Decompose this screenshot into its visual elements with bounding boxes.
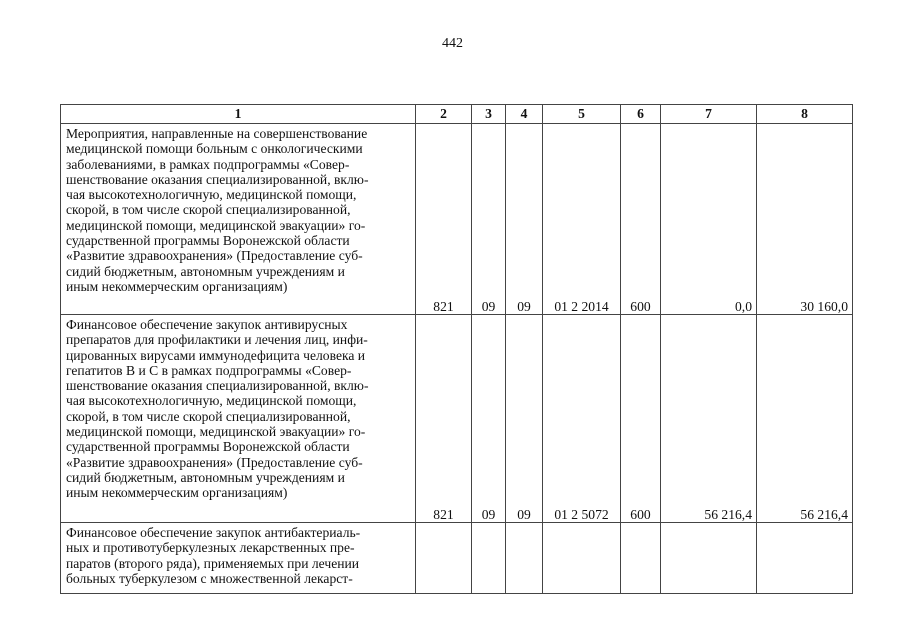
amount-2014-cell: 56 216,4	[661, 315, 757, 523]
description-line: гепатитов В и С в рамках подпрограммы «Совер-	[66, 362, 352, 378]
description-line: иным некоммерческим организациям)	[66, 278, 288, 294]
column-header-4: 4	[506, 105, 543, 124]
subsection-cell: 09	[506, 315, 543, 523]
amount-2015-cell: 56 216,4	[757, 315, 853, 523]
subsection-cell: 09	[506, 124, 543, 315]
description-line: сударственной программы Воронежской области	[66, 439, 350, 455]
column-header-2: 2	[416, 105, 472, 124]
gr-code-cell: 821	[416, 315, 472, 523]
description-cell	[61, 315, 416, 523]
description-line: сударственной программы Воронежской области	[66, 233, 350, 249]
description-cell	[61, 124, 416, 315]
table-row	[61, 523, 853, 594]
expense-type-cell	[621, 523, 661, 594]
description-line: Мероприятия, направленные на совершенствование	[66, 126, 368, 141]
column-header-6: 6	[621, 105, 661, 124]
description-line: чая высокотехнологичную, медицинской помощи,	[66, 187, 357, 203]
column-header-1: 1	[61, 105, 416, 124]
table-row	[61, 124, 853, 315]
description-line: паратов (второго ряда), применяемых при лечении	[66, 555, 360, 571]
header-row	[61, 105, 853, 124]
amount-2014-cell: 0,0	[661, 124, 757, 315]
description-line: скорой, в том числе скорой специализированной,	[66, 202, 351, 218]
expense-type-cell: 600	[621, 315, 661, 523]
amount-2014-cell	[661, 523, 757, 594]
description-line: ных и противотуберкулезных лекарственных пре-	[66, 540, 355, 556]
description-line: сидий бюджетным, автономным учреждениям и	[66, 263, 345, 279]
subsection-cell	[506, 523, 543, 594]
expense-type-cell: 600	[621, 124, 661, 315]
target-article-cell: 01 2 2014	[543, 124, 621, 315]
description-line: заболеваниями, в рамках подпрограммы «Совер-	[66, 156, 350, 172]
description-line: препаратов для профилактики и лечения лиц, инфи-	[66, 332, 368, 348]
description-line: шенствование оказания специализированной, вклю-	[66, 171, 369, 187]
table-row	[61, 315, 853, 523]
description-line: цированных вирусами иммунодефицита человека и	[66, 347, 366, 363]
description-line: «Развитие здравоохранения» (Предоставление суб-	[66, 454, 363, 470]
budget-table	[60, 104, 853, 594]
section-cell: 09	[472, 315, 506, 523]
description-cell	[61, 523, 416, 594]
description-line: чая высокотехнологичную, медицинской помощи,	[66, 393, 357, 409]
column-header-5: 5	[543, 105, 621, 124]
amount-2015-cell: 30 160,0	[757, 124, 853, 315]
description-line: сидий бюджетным, автономным учреждениям и	[66, 469, 345, 485]
description-line: медицинской помощи, медицинской эвакуации» го-	[66, 424, 366, 440]
target-article-cell: 01 2 5072	[543, 315, 621, 523]
description-line: «Развитие здравоохранения» (Предоставление суб-	[66, 248, 363, 264]
column-header-3: 3	[472, 105, 506, 124]
target-article-cell	[543, 523, 621, 594]
description-line: скорой, в том числе скорой специализированной,	[66, 408, 351, 424]
section-cell	[472, 523, 506, 594]
description-line: Финансовое обеспечение закупок антивирусных	[66, 317, 348, 332]
amount-2015-cell	[757, 523, 853, 594]
description-line: больных туберкулезом с множественной лекарст-	[66, 570, 353, 586]
description-line: медицинской помощи, медицинской эвакуации» го-	[66, 217, 366, 233]
description-line: Финансовое обеспечение закупок антибактериаль-	[66, 525, 361, 540]
description-line: шенствование оказания специализированной, вклю-	[66, 378, 369, 394]
column-header-8: 8	[757, 105, 853, 124]
description-line: иным некоммерческим организациям)	[66, 485, 288, 501]
gr-code-cell	[416, 523, 472, 594]
page-number: 442	[442, 36, 463, 51]
column-header-7: 7	[661, 105, 757, 124]
gr-code-cell: 821	[416, 124, 472, 315]
section-cell: 09	[472, 124, 506, 315]
description-line: медицинской помощи больным с онкологическими	[66, 141, 363, 157]
